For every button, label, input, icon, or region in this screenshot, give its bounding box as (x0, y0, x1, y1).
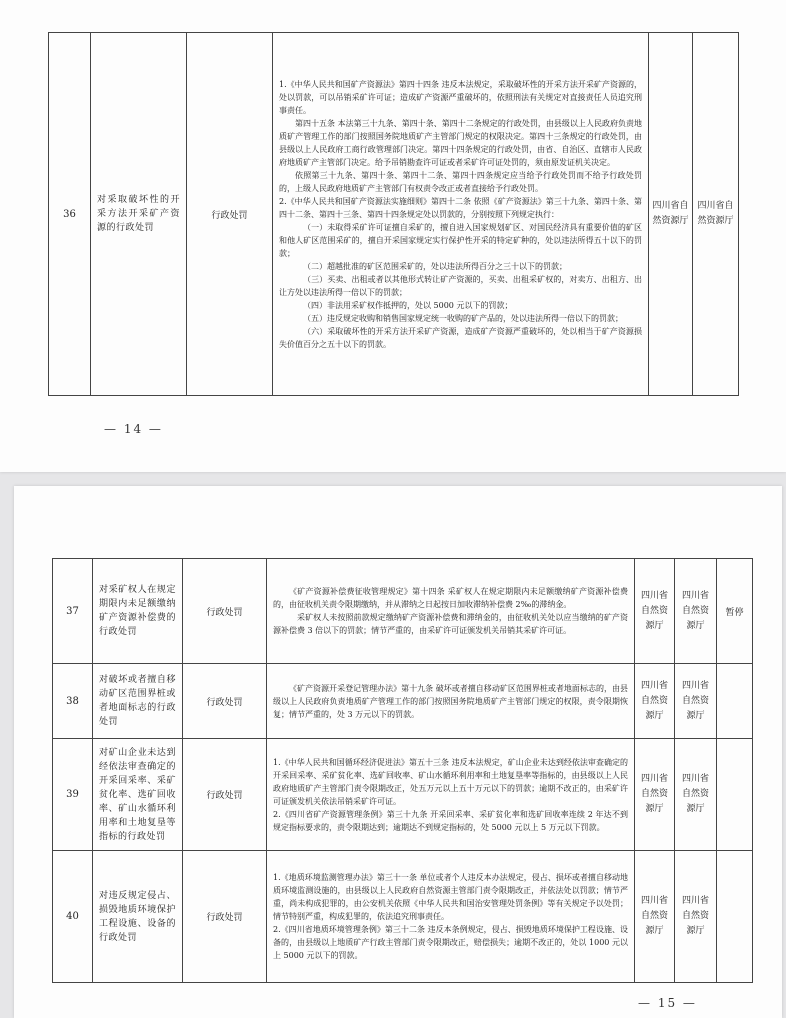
basis-paragraph: （一）未取得采矿许可证擅自采矿的，擅自进入国家规划矿区、对国民经济具有重要价值的矿区和他人矿区范围采矿的，擅自开采国家规定实行保护性开采的特定矿种的，处以违法所得五十以下的罚款； (279, 222, 642, 258)
row-implementing-dept: 四川省自然资源厅 (635, 664, 675, 739)
row-responsible-dept: 四川省自然资源厅 (675, 664, 717, 739)
table-row (53, 851, 753, 983)
basis-paragraph: （六）采取破坏性的开采方法开采矿产资源，造成矿产资源严重破坏的，处以相当于矿产资源损失价值百分之五十以下的罚款。 (279, 326, 642, 349)
table-row (49, 33, 739, 396)
basis-paragraph: 1.《中华人民共和国循环经济促进法》第五十三条 违反本法规定，矿山企业未达到经依法审查确定的开采回采率、采矿贫化率、选矿回收率、矿山水循环利用率和土地复垦率等指标的，由县级以上人民政府地质矿产主管部门责令限期改正，处五万元以上五十万元以下的罚款；逾期不改正的，由采矿许可证颁发机关依法吊销采矿许可证。 (273, 757, 628, 806)
row-note (717, 739, 753, 851)
row-number: 38 (53, 664, 93, 739)
row-legal-basis (267, 559, 635, 664)
row-note (717, 851, 753, 983)
basis-paragraph: 1.《中华人民共和国矿产资源法》第四十四条 违反本法规定，采取破坏性的开采方法开采矿产资源的，处以罚款，可以吊销采矿许可证；造成矿产资源严重破坏的，依照刑法有关规定对直接责任人员追究刑事责任。 (279, 79, 642, 115)
row-penalty-type: 行政处罚 (183, 664, 267, 739)
row-note: 暂停 (717, 559, 753, 664)
basis-paragraph: 第四十五条 本法第三十九条、第四十条、第四十二条规定的行政处罚，由县级以上人民政府负责地质矿产管理工作的部门按照国务院地质矿产主管部门规定的权限决定。第四十三条规定的行政处罚，由县级以上人民政府工商行政管理部门决定。第四十四条规定的行政处罚，由省、自治区、直辖市人民政府地质矿产主管部门决定。给予吊销勘查许可证或者采矿许可证处罚的，须由原发证机关决定。 (279, 118, 642, 167)
page-number: — 14 — (104, 422, 163, 436)
row-legal-basis (273, 33, 649, 396)
row-implementing-dept: 四川省自然资源厅 (635, 559, 675, 664)
row-penalty-type: 行政处罚 (183, 851, 267, 983)
basis-paragraph: （二）超越批准的矿区范围采矿的，处以违法所得百分之三十以下的罚款； (303, 261, 567, 271)
table-row (53, 664, 753, 739)
row-legal-basis (267, 851, 635, 983)
document-page-14 (0, 0, 786, 472)
row-penalty-type: 行政处罚 (183, 559, 267, 664)
penalty-table (52, 558, 753, 983)
row-responsible-dept: 四川省自然资源厅 (675, 739, 717, 851)
row-number: 39 (53, 739, 93, 851)
row-responsible-dept: 四川省自然资源厅 (693, 33, 739, 396)
basis-paragraph: （五）违反规定收购和销售国家规定统一收购的矿产品的，处以违法所得一倍以下的罚款； (303, 313, 623, 323)
row-item-name: 对采取破坏性的开采方法开采矿产资源的行政处罚 (91, 33, 187, 396)
basis-paragraph: 依照第三十九条、第四十条、第四十二条、第四十四条规定应当给予行政处罚而不给予行政处罚的，上级人民政府地质矿产主管部门有权责令改正或者直接给予行政处罚。 (279, 170, 642, 193)
basis-paragraph: （三）买卖、出租或者以其他形式转让矿产资源的，买卖、出租采矿权的，对卖方、出租方、出让方处以违法所得一倍以下的罚款； (279, 274, 642, 297)
basis-paragraph: 2.《四川省地质环境管理条例》第三十二条 违反本条例规定，侵占、损毁地质环境保护工程设施、设备的，由县级以上地质矿产行政主管部门责令限期改正，赔偿损失；逾期不改正的，处以 1000 元以上 5000 元以下的罚款。 (273, 925, 628, 960)
row-legal-basis (267, 739, 635, 851)
row-number: 37 (53, 559, 93, 664)
row-penalty-type: 行政处罚 (187, 33, 273, 396)
row-responsible-dept: 四川省自然资源厅 (675, 559, 717, 664)
row-note (717, 664, 753, 739)
row-penalty-type: 行政处罚 (183, 739, 267, 851)
basis-paragraph: 2.《四川省矿产资源管理条例》第三十九条 开采回采率、采矿贫化率和选矿回收率连续 2 年达不到规定指标要求的，责令限期达到；逾期达不到规定指标的，处 5000 元以上 5 万元以下罚款。 (273, 809, 628, 832)
row-item-name: 对采矿权人在规定期限内未足额缴纳矿产资源补偿费的行政处罚 (93, 559, 183, 664)
row-implementing-dept: 四川省自然资源厅 (635, 851, 675, 983)
basis-paragraph: 《矿产资源补偿费征收管理规定》第十四条 采矿权人在规定期限内未足额缴纳矿产资源补偿费的，由征收机关责令限期缴纳，并从滞纳之日起按日加收滞纳补偿费 2‰的滞纳金。 (273, 587, 628, 609)
row-implementing-dept: 四川省自然资源厅 (649, 33, 693, 396)
row-legal-basis (267, 664, 635, 739)
basis-paragraph: 1.《地质环境监测管理办法》第三十一条 单位或者个人违反本办法规定，侵占、损坏或者擅自移动地质环境监测设施的，由县级以上人民政府自然资源主管部门责令限期改正，并依法处以罚款；情节严重，尚未构成犯罪的，由公安机关依照《中华人民共和国治安管理处罚条例》等有关规定予以处罚；情节特别严重，构成犯罪的，依法追究刑事责任。 (273, 873, 628, 921)
row-implementing-dept: 四川省自然资源厅 (635, 739, 675, 851)
row-number: 36 (49, 33, 91, 396)
row-item-name: 对矿山企业未达到经依法审查确定的开采回采率、采矿贫化率、选矿回收率、矿山水循环利用率和土地复垦等指标的行政处罚 (93, 739, 183, 851)
row-responsible-dept: 四川省自然资源厅 (675, 851, 717, 983)
basis-paragraph: 《矿产资源开采登记管理办法》第十九条 破坏或者擅自移动矿区范围界桩或者地面标志的，由县级以上人民政府负责地质矿产管理工作的部门按照国务院地质矿产主管部门规定的权限，责令限期恢复；情节严重的，处 3 万元以下的罚款。 (273, 683, 628, 719)
basis-paragraph: 采矿权人未按照前款规定缴纳矿产资源补偿费和滞纳金的，由征收机关处以应当缴纳的矿产资源补偿费 3 倍以下的罚款；情节严重的，由采矿许可证颁发机关吊销其采矿许可证。 (273, 613, 628, 635)
row-item-name: 对破坏或者擅自移动矿区范围界桩或者地面标志的行政处罚 (93, 664, 183, 739)
page-number: — 15 — (638, 996, 697, 1010)
penalty-table (48, 32, 739, 396)
table-row (53, 559, 753, 664)
basis-paragraph: 2.《中华人民共和国矿产资源法实施细则》第四十二条 依照《矿产资源法》第三十九条、第四十条、第四十二条、第四十三条、第四十四条规定处以罚款的，分别按照下列规定执行： (279, 196, 642, 219)
row-item-name: 对违反规定侵占、损毁地质环境保护工程设施、设备的行政处罚 (93, 851, 183, 983)
table-row (53, 739, 753, 851)
row-number: 40 (53, 851, 93, 983)
basis-paragraph: （四）非法用采矿权作抵押的，处以 5000 元以下的罚款； (303, 300, 513, 310)
document-page-15 (14, 486, 782, 1018)
